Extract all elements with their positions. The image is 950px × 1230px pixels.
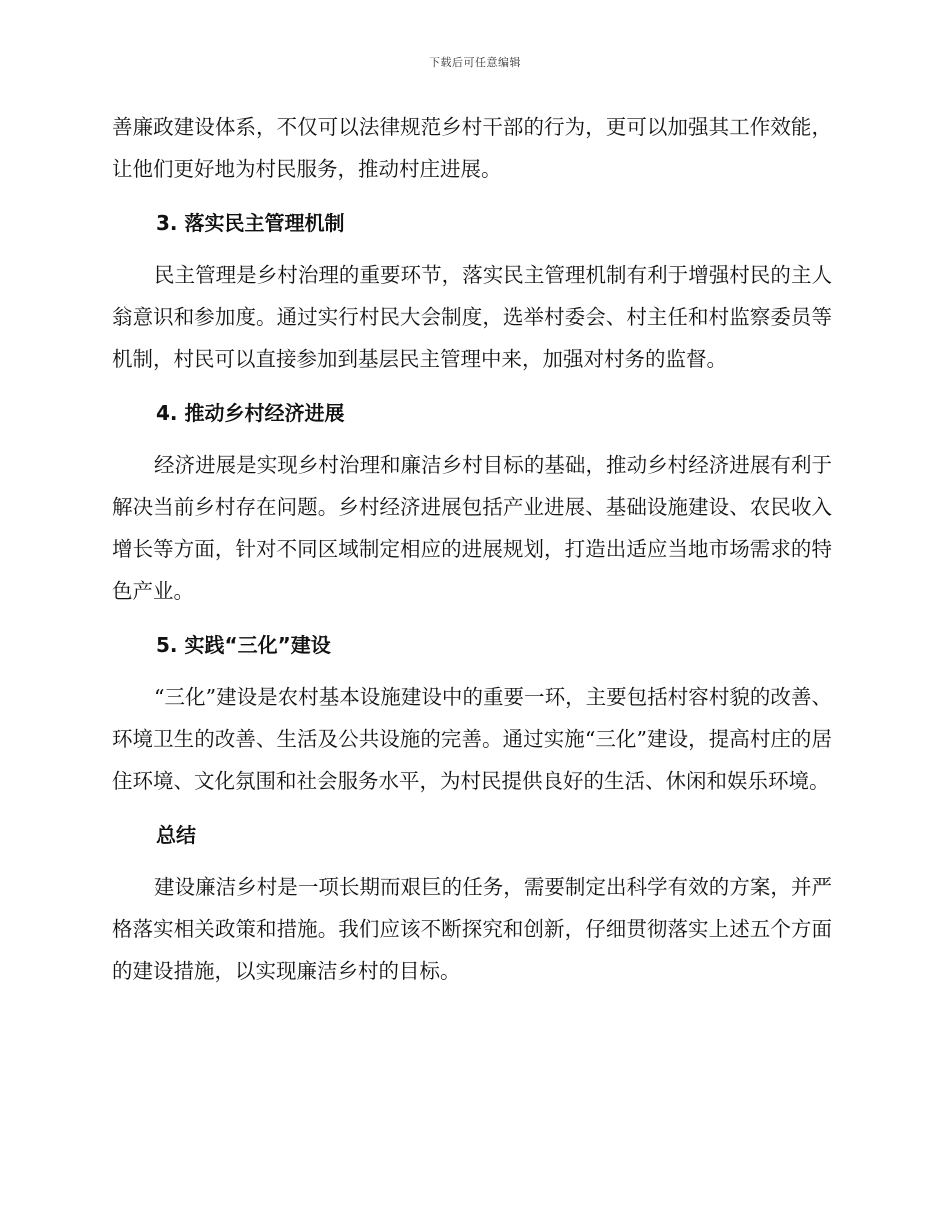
intro-paragraph: 善廉政建设体系，不仅可以法律规范乡村干部的行为，更可以加强其工作效能，让他们更好地为村民服务，推动村庄进展。 — [112, 115, 832, 181]
summary-body: 建设廉洁乡村是一项长期而艰巨的任务，需要制定出科学有效的方案，并严格落实相关政策和措施。我们应该不断探究和创新，仔细贯彻落实上述五个方面的建设措施，以实现廉洁乡村的目标。 — [112, 875, 832, 983]
section-heading-4: 4. 推动乡村经济进展 — [156, 401, 345, 425]
section-heading-5: 5. 实践“三化”建设 — [156, 633, 331, 657]
section-body-3: 民主管理是乡村治理的重要环节，落实民主管理机制有利于增强村民的主人翁意识和参加度。通过实行村民大会制度，选举村委会、村主任和村监察委员等机制，村民可以直接参加到基层民主管理中来，加强对村务的监督。 — [112, 263, 832, 371]
section-body-4: 经济进展是实现乡村治理和廉洁乡村目标的基础，推动乡村经济进展有利于解决当前乡村存在问题。乡村经济进展包括产业进展、基础设施建设、农民收入增长等方面，针对不同区域制定相应的进展规划，打造出适应当地市场需求的特色产业。 — [112, 453, 832, 603]
summary-heading: 总结 — [156, 823, 196, 847]
page-header: 下载后可任意编辑 — [429, 56, 521, 69]
document-body — [112, 106, 832, 992]
section-body-5: “三化”建设是农村基本设施建设中的重要一环，主要包括村容村貌的改善、环境卫生的改善、生活及公共设施的完善。通过实施“三化”建设，提高村庄的居住环境、文化氛围和社会服务水平，为村民提供良好的生活、休闲和娱乐环境。 — [112, 685, 832, 793]
section-heading-3: 3. 落实民主管理机制 — [156, 211, 345, 235]
